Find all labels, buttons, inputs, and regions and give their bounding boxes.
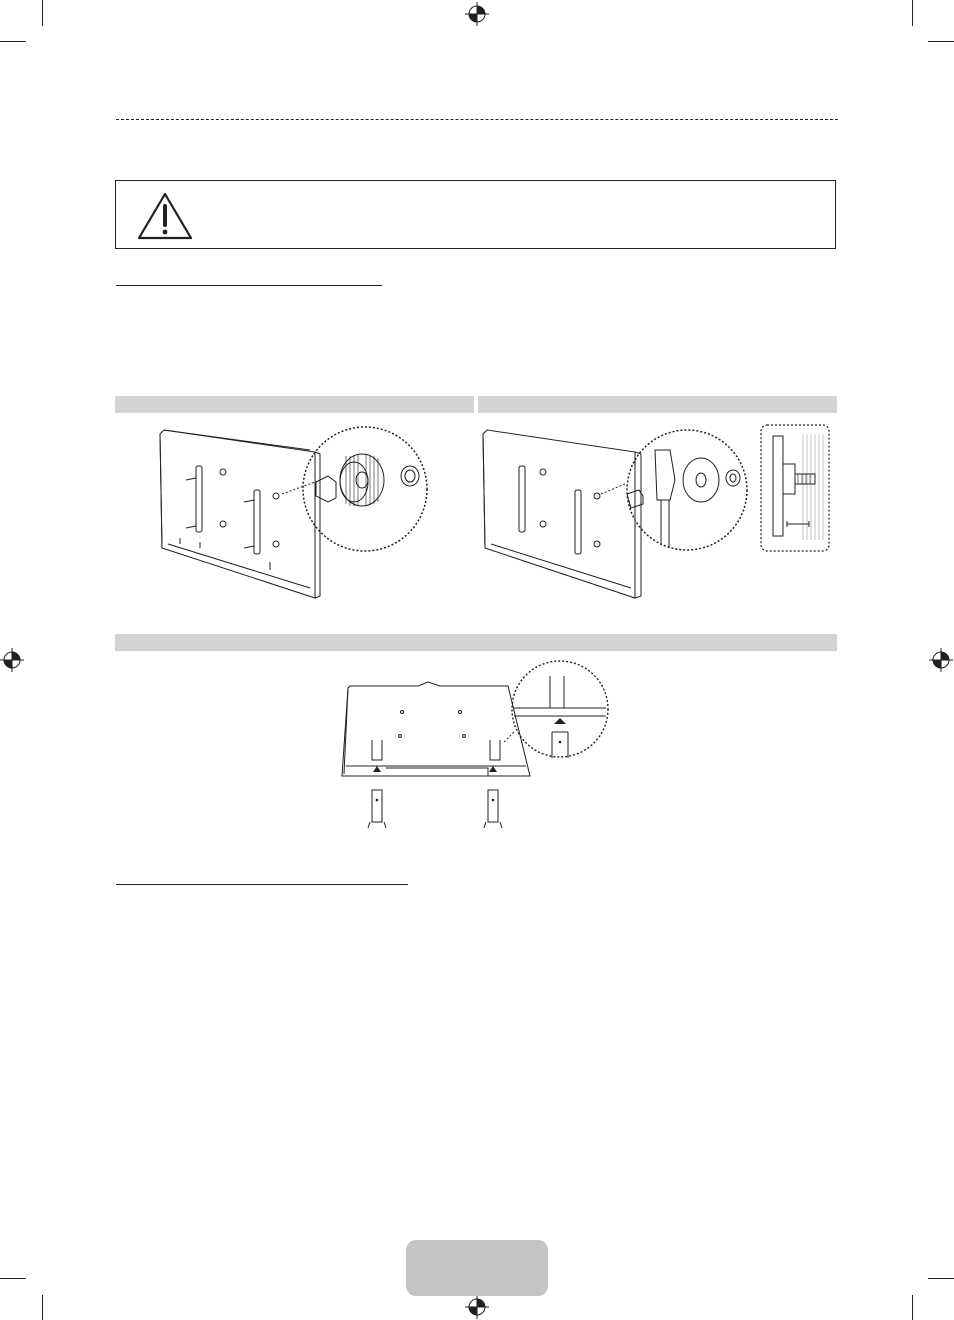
tv-stand-insert-illustration — [338, 658, 614, 830]
tv-back-bracket-illustration — [150, 420, 440, 605]
crop-mark-top-right-h — [928, 41, 954, 42]
page-number-tab — [406, 1240, 548, 1296]
registration-mark-icon — [929, 648, 953, 672]
figure-bar-right — [478, 396, 837, 413]
registration-mark-icon — [465, 2, 489, 26]
crop-mark-bottom-left-v — [42, 1295, 43, 1320]
tv-back-holder-illustration — [475, 420, 835, 605]
caution-box — [115, 180, 836, 249]
crop-mark-bottom-right-h — [928, 1278, 954, 1279]
heading-underline — [116, 884, 408, 885]
section-divider — [116, 119, 838, 120]
registration-mark-icon — [465, 1295, 489, 1319]
figure-bar-left — [115, 396, 474, 413]
crop-mark-bottom-right-v — [912, 1295, 913, 1320]
heading-underline — [116, 285, 382, 286]
registration-mark-icon — [0, 648, 24, 672]
crop-mark-top-left-v — [42, 0, 43, 26]
crop-mark-top-left-h — [0, 41, 26, 42]
crop-mark-bottom-left-h — [0, 1278, 26, 1279]
warning-triangle-icon — [136, 191, 194, 241]
crop-mark-top-right-v — [912, 0, 913, 26]
figure-bar-wide — [115, 634, 837, 651]
